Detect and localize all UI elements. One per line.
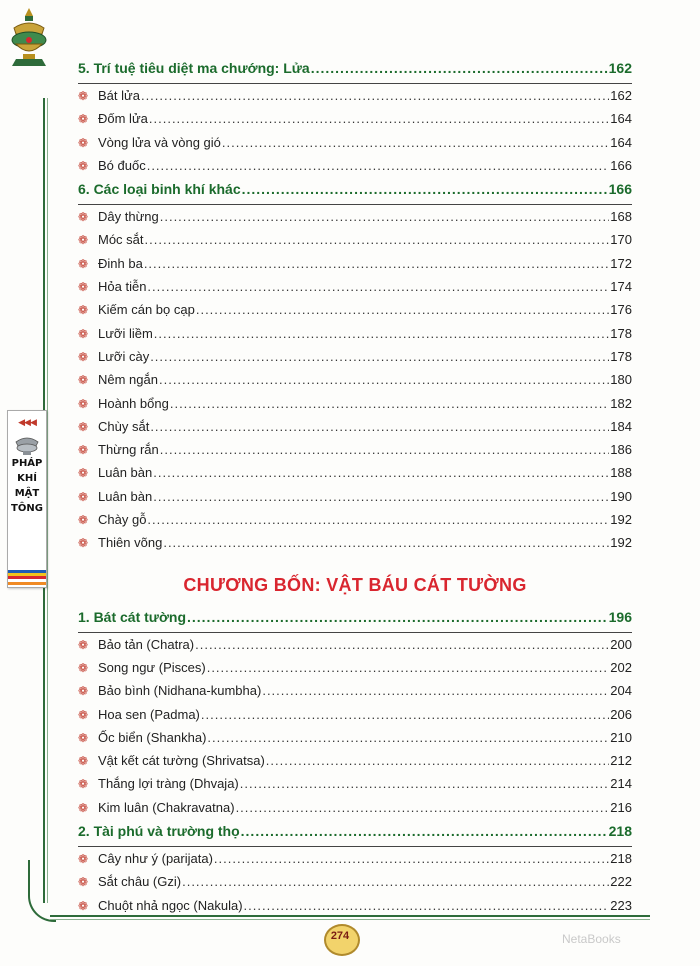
toc-entry-label: Thiên võng <box>98 535 163 551</box>
dot-leader <box>145 232 610 247</box>
toc-entry-row <box>78 874 632 897</box>
toc-section-title: 2. Tài phú và trường thọ <box>78 823 240 840</box>
chapter-title: CHƯƠNG BỐN: VẬT BÁU CÁT TƯỜNG <box>183 574 527 595</box>
toc-entry-row <box>78 326 632 349</box>
toc-entry-label: Bảo bình (Nidhana-kumbha) <box>98 683 262 699</box>
dot-leader <box>240 776 610 791</box>
toc-entry-row <box>78 707 632 730</box>
toc-entry-label: Thừng rắn <box>98 442 159 458</box>
side-tab-word-1: PHÁP <box>11 458 43 469</box>
toc-section-row <box>78 181 632 205</box>
toc-section-page: 218 <box>608 823 632 840</box>
flag-stripe-orange <box>8 582 46 585</box>
toc-entry-label: Luân bàn <box>98 465 153 481</box>
dot-leader <box>147 279 609 294</box>
toc-entry-page: 218 <box>610 851 632 867</box>
dot-leader <box>149 111 609 126</box>
flower-bullet-icon: ❁ <box>78 89 89 103</box>
toc-entry-page: 170 <box>610 232 632 248</box>
section-underline <box>78 632 632 633</box>
toc-section-title: 5. Trí tuệ tiêu diệt ma chướng: Lửa <box>78 60 310 76</box>
toc-entry-page: 222 <box>610 874 632 890</box>
flower-bullet-icon: ❁ <box>78 349 89 364</box>
dot-leader <box>182 874 609 889</box>
toc-entry-row <box>78 209 632 232</box>
toc-entry-label: Dây thừng <box>98 209 159 225</box>
toc-entry-label: Kiếm cán bọ cạp <box>98 302 195 318</box>
border-corner-curve <box>28 860 56 922</box>
flower-bullet-icon: ❁ <box>78 754 89 769</box>
flower-bullet-icon: ❁ <box>78 210 89 225</box>
toc-entry-page: 216 <box>610 799 632 815</box>
toc-entry-label: Đinh ba <box>98 255 143 271</box>
page-number-badge <box>315 924 365 954</box>
toc-entry-label: Chùy sắt <box>98 418 150 434</box>
dot-leader <box>153 465 609 480</box>
flower-bullet-icon: ❁ <box>78 777 89 792</box>
toc-entry-page: 172 <box>610 255 632 271</box>
page-number: 274 <box>330 930 350 942</box>
flower-bullet-icon: ❁ <box>78 536 89 551</box>
toc-entry-page: 202 <box>610 659 632 675</box>
toc-entry-row <box>78 730 632 753</box>
toc-entry-label: Thắng lợi tràng (Dhvaja) <box>98 776 239 792</box>
toc-entry-page: 188 <box>610 465 632 481</box>
dot-leader <box>242 181 608 197</box>
toc-entry-page: 180 <box>610 372 632 388</box>
flower-bullet-icon: ❁ <box>78 233 89 248</box>
toc-entry-label: Song ngư (Pisces) <box>98 659 206 675</box>
toc-section-page: 166 <box>608 181 632 198</box>
flower-bullet-icon: ❁ <box>78 158 89 173</box>
dot-leader <box>147 512 609 527</box>
dot-leader <box>141 88 609 103</box>
toc-entry-page: 223 <box>610 897 632 913</box>
dot-leader <box>311 60 608 76</box>
flower-bullet-icon: ❁ <box>78 730 89 745</box>
toc-section-row <box>78 823 632 847</box>
dot-leader <box>163 535 609 550</box>
flower-bullet-icon: ❁ <box>78 489 89 504</box>
toc-entry-page: 176 <box>610 302 632 318</box>
toc-entry-page: 192 <box>610 535 632 551</box>
dot-leader <box>222 135 609 150</box>
dot-leader <box>144 256 609 271</box>
flower-bullet-icon: ❁ <box>78 443 89 458</box>
toc-entry-row <box>78 419 632 442</box>
dot-leader <box>207 660 610 675</box>
flower-bullet-icon: ❁ <box>78 256 89 271</box>
flower-bullet-icon: ❁ <box>78 707 89 722</box>
toc-group-b <box>78 609 632 921</box>
lamp-icon <box>14 434 40 456</box>
side-tab-word-4: TÔNG <box>11 503 43 514</box>
toc-entry-page: 178 <box>610 325 632 341</box>
toc-group-a <box>78 60 632 559</box>
dot-leader <box>214 851 609 866</box>
dot-leader <box>159 372 609 387</box>
dot-leader <box>187 609 608 625</box>
toc-entry-label: Chày gỗ <box>98 512 147 528</box>
toc-entry-page: 210 <box>610 729 632 745</box>
dot-leader <box>147 158 610 173</box>
left-border-rule-inner <box>47 98 48 903</box>
flower-bullet-icon: ❁ <box>78 466 89 481</box>
section-underline <box>78 846 632 847</box>
table-of-contents <box>78 60 632 921</box>
toc-entry-page: 214 <box>610 776 632 792</box>
watermark-text: NetaBooks <box>562 932 621 946</box>
toc-entry-label: Chuột nhả ngọc (Nakula) <box>98 897 243 913</box>
toc-entry-row <box>78 776 632 799</box>
toc-entry-label: Sắt châu (Gzi) <box>98 874 182 890</box>
side-tab-arrows: ◀◀◀ <box>18 417 36 427</box>
toc-entry-row <box>78 753 632 776</box>
toc-entry-row <box>78 512 632 535</box>
toc-entry-page: 200 <box>610 636 632 652</box>
toc-entry-row <box>78 465 632 488</box>
toc-entry-label: Ốc biển (Shankha) <box>98 729 207 745</box>
flower-bullet-icon: ❁ <box>78 800 89 815</box>
dot-leader <box>170 396 609 411</box>
section-underline <box>78 204 632 205</box>
toc-entry-row <box>78 442 632 465</box>
toc-entry-label: Hoành bổng <box>98 395 169 411</box>
toc-entry-row <box>78 489 632 512</box>
toc-entry-page: 212 <box>610 753 632 769</box>
toc-entry-page: 178 <box>610 348 632 364</box>
toc-entry-page: 186 <box>610 442 632 458</box>
toc-section-title: 6. Các loại binh khí khác <box>78 181 241 198</box>
flower-bullet-icon: ❁ <box>78 419 89 434</box>
toc-section-row <box>78 609 632 633</box>
toc-entry-row <box>78 349 632 372</box>
toc-entry-row <box>78 302 632 325</box>
flower-bullet-icon: ❁ <box>78 326 89 341</box>
dot-leader <box>150 349 609 364</box>
toc-entry-row <box>78 683 632 706</box>
toc-entry-page: 204 <box>610 683 632 699</box>
toc-section-row <box>78 60 632 84</box>
toc-entry-label: Luân bàn <box>98 488 153 504</box>
flower-bullet-icon: ❁ <box>78 637 89 652</box>
toc-entry-row <box>78 256 632 279</box>
flower-bullet-icon: ❁ <box>78 513 89 528</box>
toc-entry-row <box>78 111 632 134</box>
toc-entry-page: 192 <box>610 512 632 528</box>
toc-entry-page: 174 <box>610 279 632 295</box>
toc-entry-row <box>78 88 632 111</box>
toc-entry-label: Vật kết cát tường (Shrivatsa) <box>98 753 265 769</box>
toc-section-page: 196 <box>608 608 632 625</box>
toc-entry-page: 164 <box>610 134 632 150</box>
dot-leader <box>244 898 610 913</box>
toc-entry-page: 168 <box>610 209 632 225</box>
flower-bullet-icon: ❁ <box>78 112 89 127</box>
toc-entry-row <box>78 279 632 302</box>
toc-entry-label: Lưỡi cày <box>98 348 150 364</box>
toc-entry-row <box>78 535 632 558</box>
ritual-vase-icon <box>6 6 52 68</box>
toc-entry-label: Móc sắt <box>98 232 144 248</box>
toc-section-page: 162 <box>608 60 632 76</box>
toc-entry-label: Kim luân (Chakravatna) <box>98 799 235 815</box>
side-tab-word-2: KHÍ <box>17 473 37 484</box>
flower-bullet-icon: ❁ <box>78 875 89 890</box>
flower-bullet-icon: ❁ <box>78 280 89 295</box>
dot-leader <box>262 683 609 698</box>
toc-entry-row <box>78 396 632 419</box>
toc-entry-row <box>78 898 632 921</box>
toc-entry-row <box>78 660 632 683</box>
flower-bullet-icon: ❁ <box>78 898 89 913</box>
dot-leader <box>266 753 610 768</box>
toc-entry-page: 166 <box>610 157 632 173</box>
toc-entry-label: Cây như ý (parijata) <box>98 851 213 867</box>
toc-entry-page: 184 <box>610 418 632 434</box>
toc-entry-label: Hỏa tiễn <box>98 279 147 295</box>
dot-leader <box>241 823 608 839</box>
dot-leader <box>196 302 609 317</box>
toc-entry-page: 206 <box>610 706 632 722</box>
dot-leader <box>160 209 610 224</box>
toc-section-title: 1. Bát cát tường <box>78 608 186 625</box>
toc-entry-row <box>78 372 632 395</box>
toc-entry-row <box>78 135 632 158</box>
dot-leader <box>150 419 609 434</box>
flower-bullet-icon: ❁ <box>78 684 89 699</box>
toc-entry-label: Bát lửa <box>98 88 140 103</box>
toc-entry-page: 190 <box>610 488 632 504</box>
toc-entry-label: Bó đuốc <box>98 157 146 173</box>
toc-entry-label: Đốm lửa <box>98 111 148 127</box>
flower-bullet-icon: ❁ <box>78 660 89 675</box>
section-underline <box>78 83 632 84</box>
flower-bullet-icon: ❁ <box>78 396 89 411</box>
toc-entry-label: Nêm ngắn <box>98 372 158 388</box>
flower-bullet-icon: ❁ <box>78 135 89 150</box>
toc-entry-label: Lưỡi liềm <box>98 325 153 341</box>
toc-entry-row <box>78 158 632 181</box>
flower-bullet-icon: ❁ <box>78 852 89 867</box>
toc-entry-label: Hoa sen (Padma) <box>98 706 200 722</box>
side-tab-word-3: MẬT <box>14 488 40 499</box>
toc-entry-label: Bảo tản (Chatra) <box>98 636 195 652</box>
dot-leader <box>195 637 609 652</box>
dot-leader <box>153 489 609 504</box>
side-tab-label <box>7 410 47 588</box>
dot-leader <box>207 730 609 745</box>
flower-bullet-icon: ❁ <box>78 303 89 318</box>
dot-leader <box>201 707 609 722</box>
toc-entry-page: 182 <box>610 395 632 411</box>
flower-bullet-icon: ❁ <box>78 373 89 388</box>
toc-entry-row <box>78 637 632 660</box>
toc-entry-page: 162 <box>610 88 632 103</box>
dot-leader <box>160 442 610 457</box>
dot-leader <box>154 326 610 341</box>
toc-entry-row <box>78 232 632 255</box>
toc-entry-row <box>78 800 632 823</box>
toc-entry-label: Vòng lửa và vòng gió <box>98 134 221 150</box>
toc-entry-row <box>78 851 632 874</box>
toc-entry-page: 164 <box>610 111 632 127</box>
dot-leader <box>236 800 610 815</box>
